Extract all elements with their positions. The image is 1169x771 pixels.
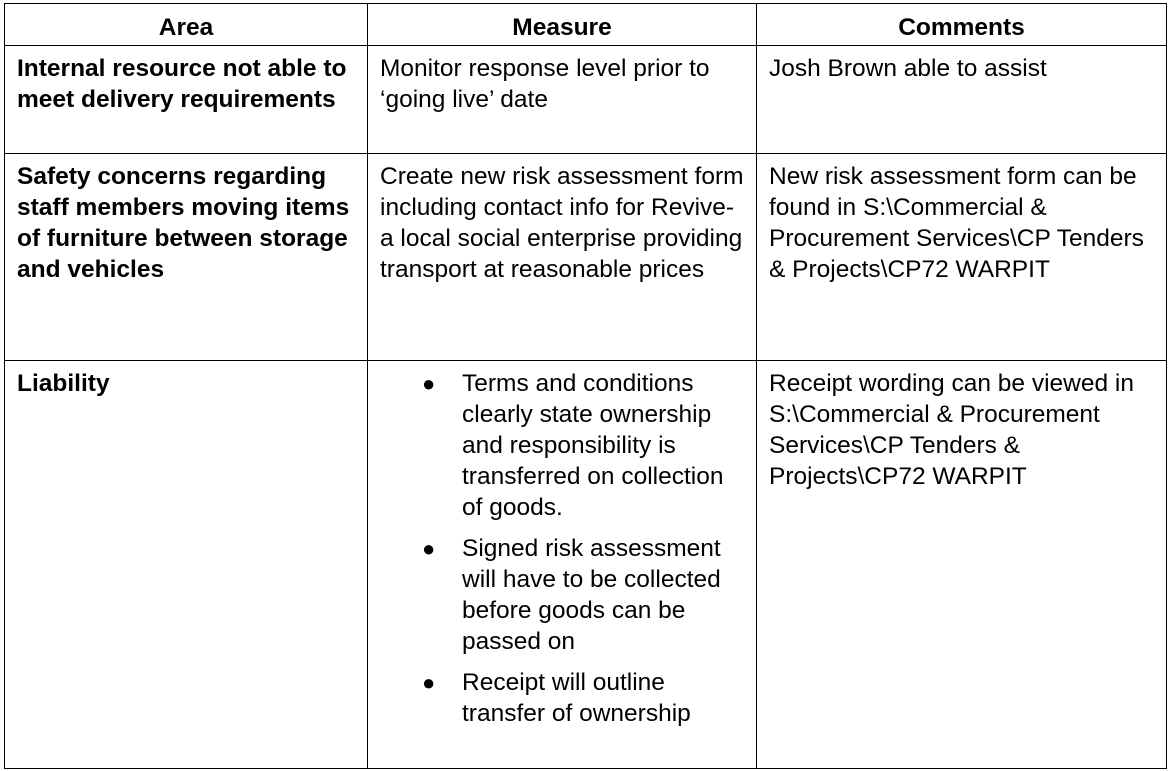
bullet-icon: ● [422,670,436,695]
risk-table [4,3,1167,769]
bullet-icon: ● [422,371,436,396]
table-row [5,154,1167,361]
table-row [5,46,1167,154]
bullet-icon: ● [422,536,436,561]
measure-cell [368,361,757,769]
list-item [422,533,744,657]
bullet-text: Terms and conditions clearly state ownership and responsibility is transferred on collection of goods. [462,370,724,521]
header-comments: Comments [757,4,1167,46]
measure-cell: Create new risk assessment form including contact info for Revive- a local social enterprise providing transport at reasonable prices [368,154,757,361]
header-row [5,4,1167,46]
area-cell: Safety concerns regarding staff members moving items of furniture between storage and vehicles [5,154,368,361]
area-cell: Internal resource not able to meet delivery requirements [5,46,368,154]
header-measure: Measure [368,4,757,46]
measure-bullet-list [380,368,744,729]
measure-cell: Monitor response level prior to ‘going live’ date [368,46,757,154]
comments-cell: Josh Brown able to assist [757,46,1167,154]
list-item [422,368,744,523]
table-row [5,361,1167,769]
header-area: Area [5,4,368,46]
area-cell: Liability [5,361,368,769]
bullet-text: Receipt will outline transfer of ownership [462,669,691,727]
bullet-text: Signed risk assessment will have to be collected before goods can be passed on [462,535,721,655]
list-item [422,667,744,729]
comments-cell: Receipt wording can be viewed in S:\Commercial & Procurement Services\CP Tenders & Projects\CP72 WARPIT [757,361,1167,769]
comments-cell: New risk assessment form can be found in S:\Commercial & Procurement Services\CP Tenders & Projects\CP72 WARPIT [757,154,1167,361]
